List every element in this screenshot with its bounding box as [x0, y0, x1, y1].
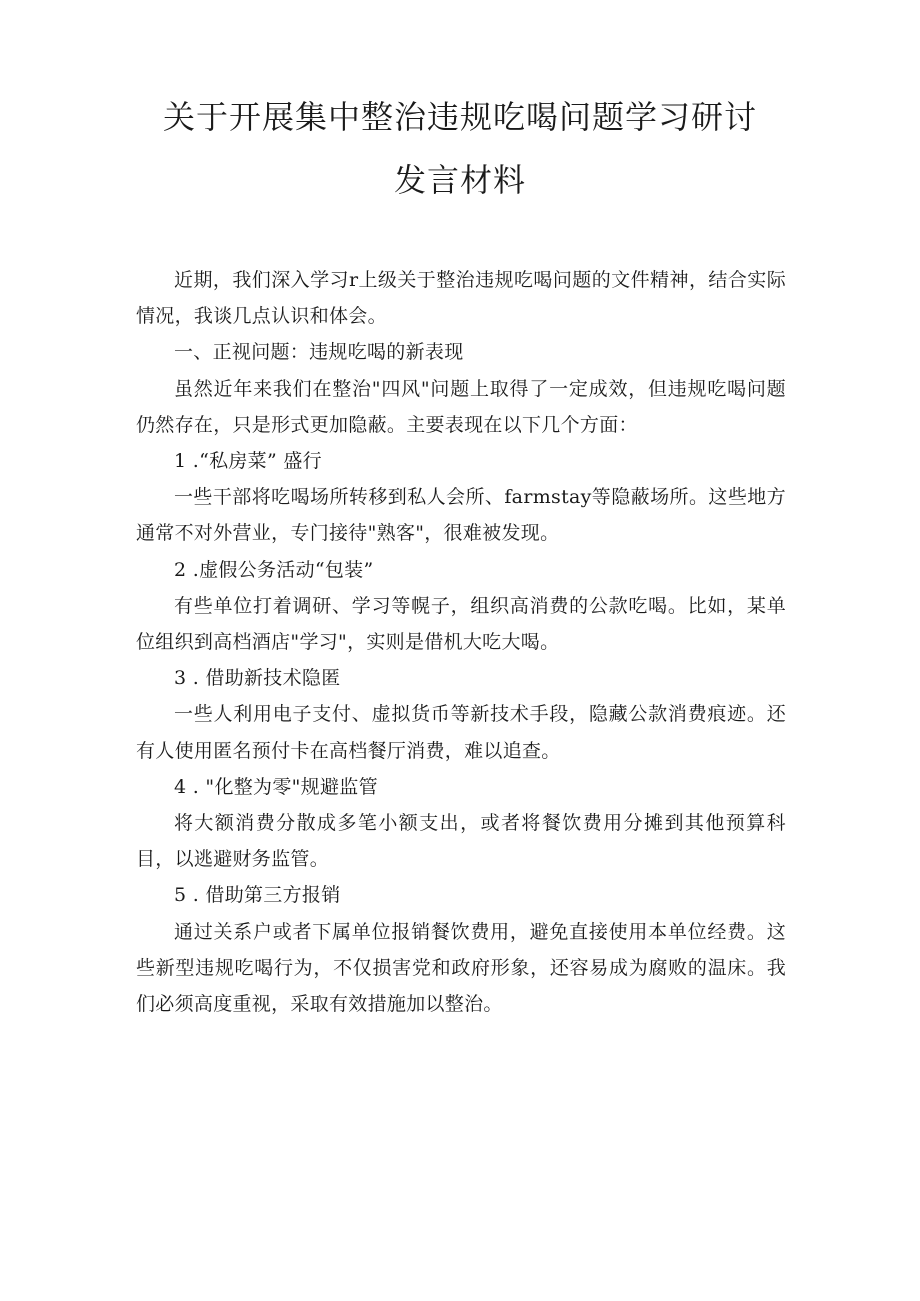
- item-2-paragraph: 有些单位打着调研、学习等幌子，组织高消费的公款吃喝。比如，某单位组织到高档酒店"学习"，实则是借机大吃大喝。: [136, 594, 786, 654]
- item-heading-1: 1 .“私房菜” 盛行: [174, 450, 322, 473]
- item-heading-4: 4 . "化整为零"规避监管: [174, 775, 378, 798]
- item-1-paragraph: 一些干部将吃喝场所转移到私人会所、farmstay等隐蔽场所。这些地方通常不对外营业，专门接待"熟客"，很难被发现。: [136, 486, 786, 545]
- document-title-line-1: 关于开展集中整治违规吃喝问题学习研讨: [162, 98, 757, 136]
- document-title-line-2: 发言材料: [393, 161, 526, 199]
- intro-paragraph: 近期，我们深入学习r上级关于整治违规吃喝问题的文件精神，结合实际情况，我谈几点认识和体会。: [136, 269, 786, 328]
- item-heading-3: 3 . 借助新技术隐匿: [174, 667, 341, 690]
- section-heading-1: 一、正视问题：违规吃喝的新表现: [174, 341, 464, 364]
- section-1-paragraph: 虽然近年来我们在整治"四风"问题上取得了一定成效，但违规吃喝问题仍然存在，只是形式更加隐蔽。主要表现在以下几个方面：: [136, 377, 786, 436]
- item-4-paragraph: 将大额消费分散成多笔小额支出，或者将餐饮费用分摊到其他预算科目，以逃避财务监管。: [136, 812, 786, 871]
- document-body: [136, 262, 786, 1022]
- item-5-paragraph: 通过关系户或者下属单位报销餐饮费用，避免直接使用本单位经费。这些新型违规吃喝行为，不仅损害党和政府形象，还容易成为腐败的温床。我们必须高度重视，采取有效措施加以整治。: [136, 920, 786, 1016]
- item-3-paragraph: 一些人利用电子支付、虚拟货币等新技术手段，隐藏公款消费痕迹。还有人使用匿名预付卡在高档餐厅消费，难以追查。: [136, 703, 786, 762]
- item-heading-2: 2 .虚假公务活动“包装”: [174, 558, 374, 581]
- item-heading-5: 5 . 借助第三方报销: [174, 884, 341, 907]
